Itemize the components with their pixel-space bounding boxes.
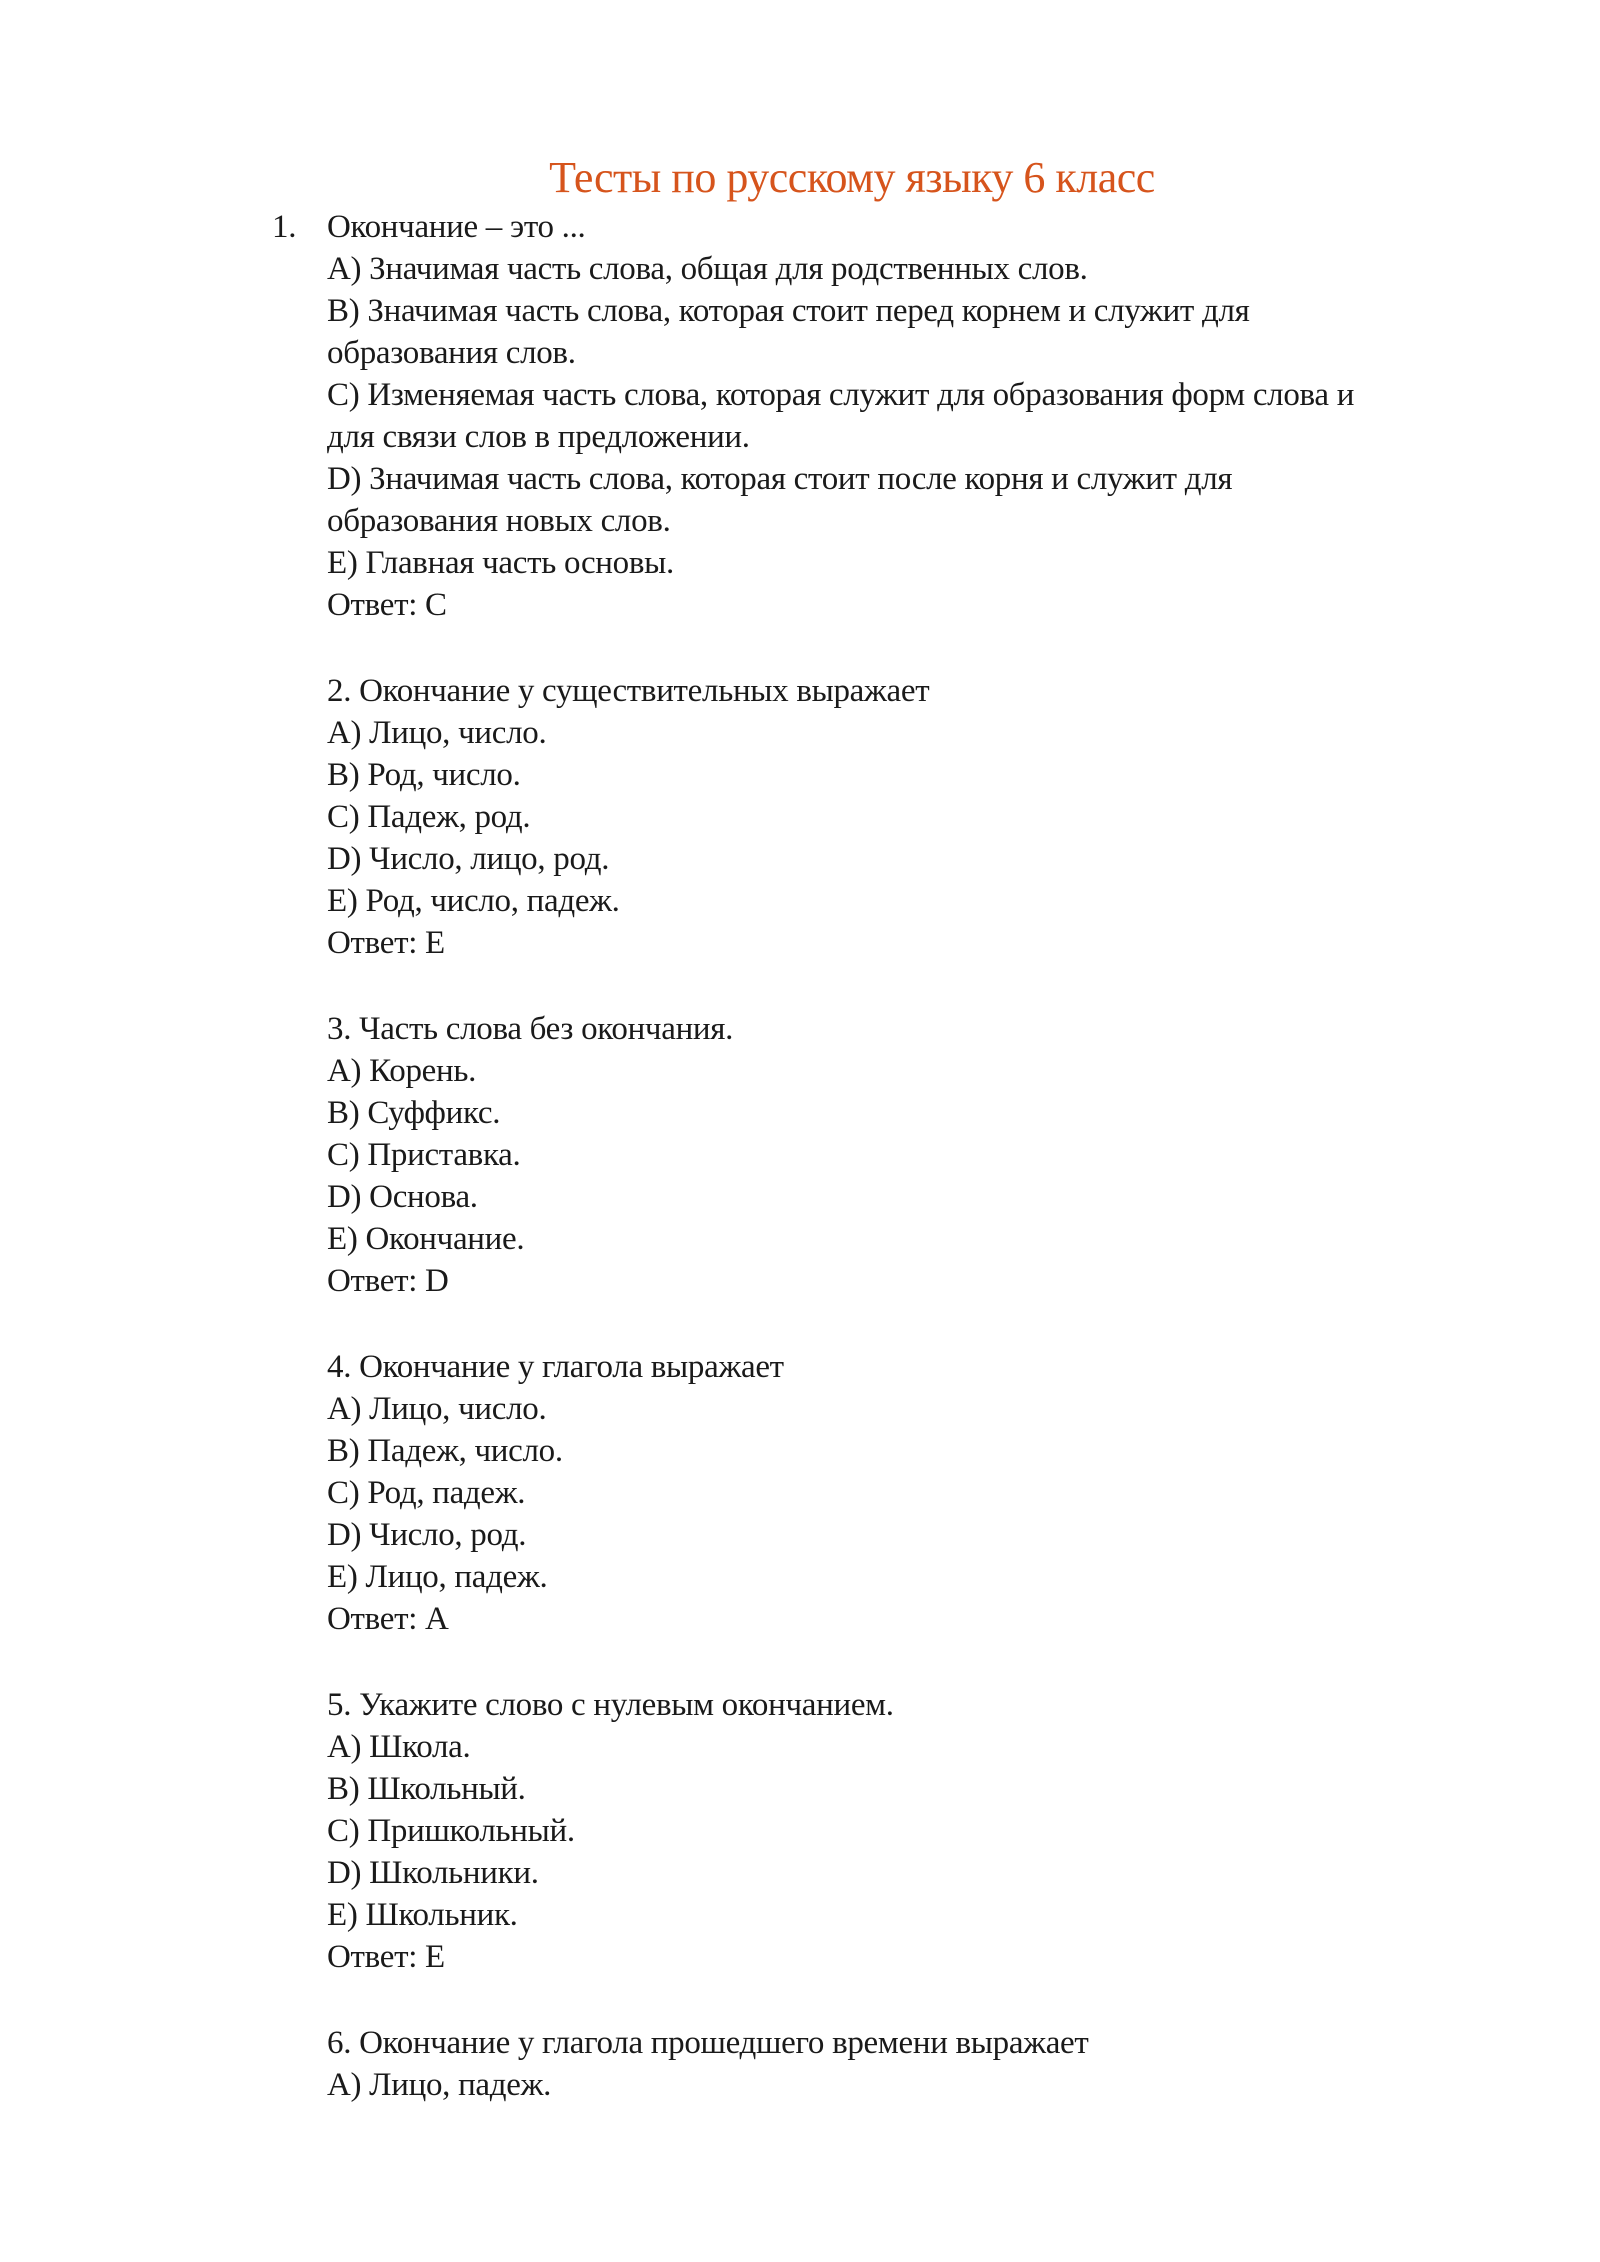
option-line: B) Суффикс.	[327, 1095, 501, 1131]
option-line: D) Число, род.	[327, 1517, 527, 1553]
list-number: 1.	[272, 209, 297, 245]
question-block	[272, 670, 1432, 964]
option-line: E) Школьник.	[327, 1897, 518, 1933]
question-block	[272, 1684, 1432, 1978]
option-line: образования слов.	[327, 335, 576, 371]
question-heading-line: 4. Окончание у глагола выражает	[327, 1349, 784, 1385]
option-line: C) Падеж, род.	[327, 799, 531, 835]
answer-line: Ответ: C	[327, 587, 447, 623]
question-heading-line: 2. Окончание у существительных выражает	[327, 673, 930, 709]
answer-line: Ответ: E	[327, 925, 445, 961]
question-block	[272, 206, 1432, 626]
question-heading-line: 3. Часть слова без окончания.	[327, 1011, 734, 1047]
answer-line: Ответ: A	[327, 1601, 449, 1637]
option-line: B) Род, число.	[327, 757, 521, 793]
option-line: A) Корень.	[327, 1053, 477, 1089]
option-line: E) Окончание.	[327, 1221, 525, 1257]
question-block	[272, 1346, 1432, 1640]
answer-line: Ответ: D	[327, 1263, 449, 1299]
option-line: D) Число, лицо, род.	[327, 841, 610, 877]
option-line: A) Лицо, число.	[327, 715, 547, 751]
option-line: B) Падеж, число.	[327, 1433, 563, 1469]
option-line: для связи слов в предложении.	[327, 419, 750, 455]
option-line: E) Лицо, падеж.	[327, 1559, 548, 1595]
questions-list	[272, 206, 1432, 2106]
option-line: A) Лицо, падеж.	[327, 2067, 552, 2103]
page-title: Тесты по русскому языку 6 класс	[549, 153, 1155, 202]
answer-line: Ответ: E	[327, 1939, 445, 1975]
option-line: E) Род, число, падеж.	[327, 883, 620, 919]
option-line: образования новых слов.	[327, 503, 671, 539]
option-line: A) Школа.	[327, 1729, 471, 1765]
question-heading-line: 5. Укажите слово с нулевым окончанием.	[327, 1687, 894, 1723]
option-line: B) Значимая часть слова, которая стоит перед корнем и служит для	[327, 293, 1250, 329]
question-block	[272, 1008, 1432, 1302]
option-line: C) Приставка.	[327, 1137, 521, 1173]
question-heading-line: 6. Окончание у глагола прошедшего времени выражает	[327, 2025, 1089, 2061]
option-line: C) Изменяемая часть слова, которая служит для образования форм слова и	[327, 377, 1355, 413]
question-text: Окончание – это ...	[327, 209, 586, 245]
option-line: A) Лицо, число.	[327, 1391, 547, 1427]
option-line: E) Главная часть основы.	[327, 545, 674, 581]
option-line: D) Значимая часть слова, которая стоит после корня и служит для	[327, 461, 1233, 497]
option-line: C) Пришкольный.	[327, 1813, 575, 1849]
option-line: B) Школьный.	[327, 1771, 526, 1807]
option-line: A) Значимая часть слова, общая для родственных слов.	[327, 251, 1088, 287]
question-block	[272, 2022, 1432, 2106]
question-heading-line	[272, 206, 1432, 248]
option-line: D) Школьники.	[327, 1855, 539, 1891]
option-line: D) Основа.	[327, 1179, 478, 1215]
option-line: C) Род, падеж.	[327, 1475, 526, 1511]
